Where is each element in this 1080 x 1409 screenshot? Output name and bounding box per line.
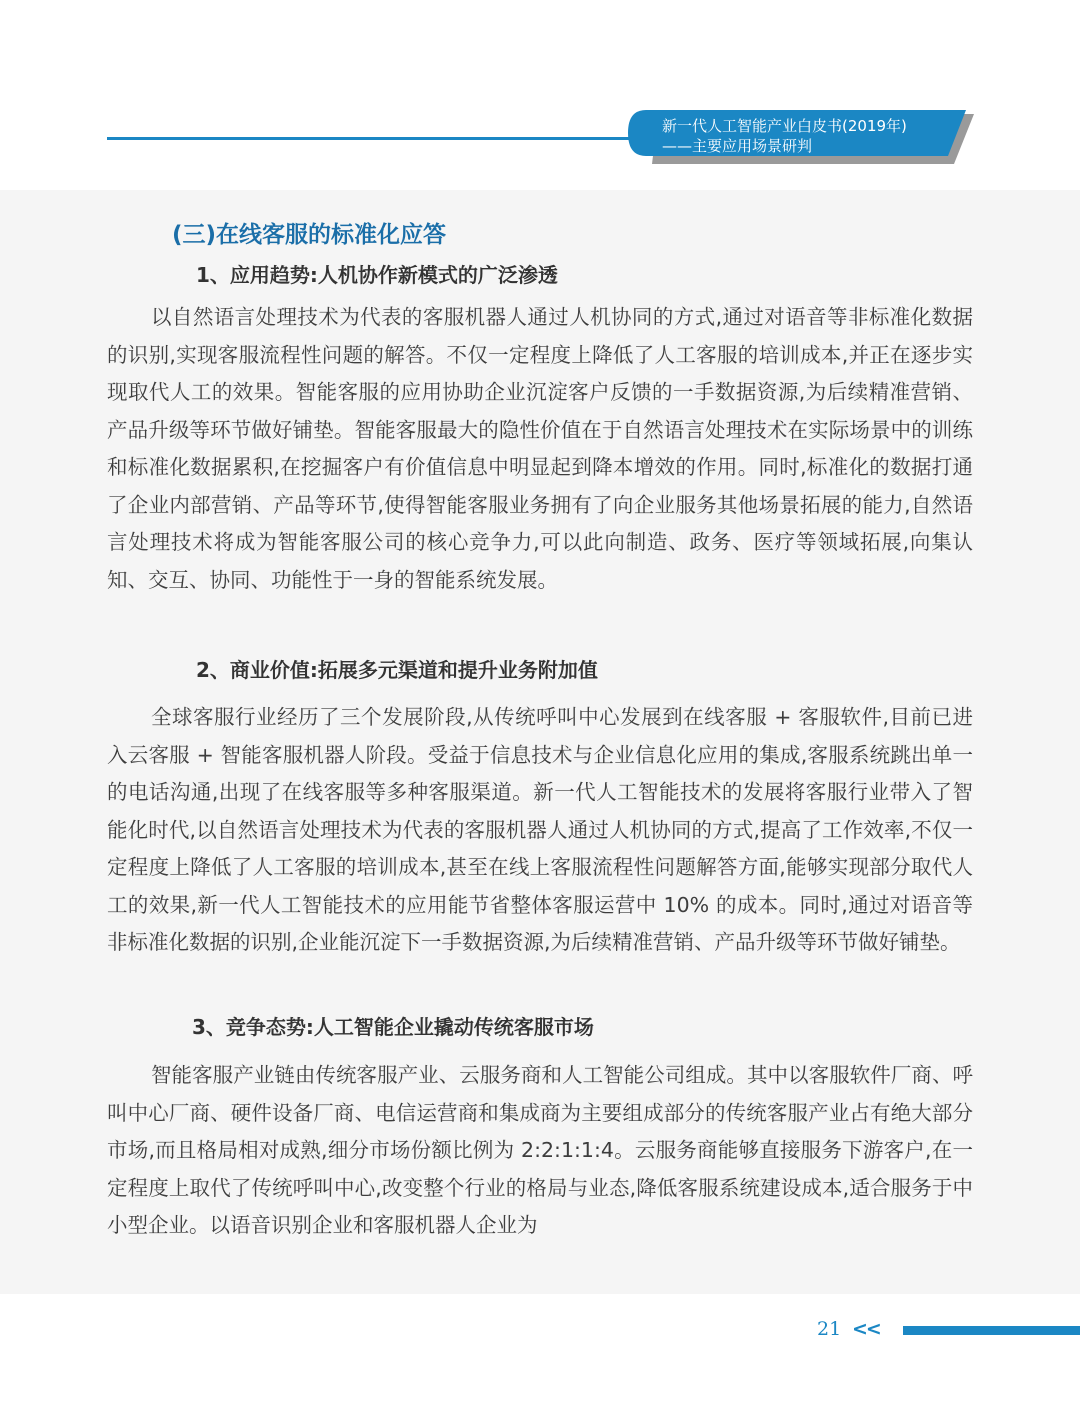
subsection-paragraph-3: 智能客服产业链由传统客服产业、云服务商和人工智能公司组成。其中以客服软件厂商、呼叫中心厂商、硬件设备厂商、电信运营商和集成商为主要组成部分的传统客服产业占有绝大部分市场,而且格局相对成熟,细分市场份额比例为 2:2:1:1:4。云服务商能够直接服务下游客户,在一定程度上取代了传统呼叫中心,改变整个行业的格局与业态,降低客服系统建设成本,适合服务于中小型企业。以语音识别企业和客服机器人企业为 [107,1063,973,1237]
header-title-line1: 新一代人工智能产业白皮书(2019年) [662,117,907,135]
footer-accent-bar [903,1326,1080,1335]
page-number: 21 [817,1318,842,1340]
header-title [662,116,907,156]
page-header [0,0,1080,190]
subsection-heading-2: 2、商业价值:拓展多元渠道和提升业务附加值 [196,658,598,682]
page-footer [0,1294,1080,1409]
subsection-heading-3: 3、竞争态势:人工智能企业撬动传统客服市场 [192,1015,594,1039]
subsection-paragraph-1: 以自然语言处理技术为代表的客服机器人通过人机协同的方式,通过对语音等非标准化数据的识别,实现客服流程性问题的解答。不仅一定程度上降低了人工客服的培训成本,并正在逐步实现取代人工的效果。智能客服的应用协助企业沉淀客户反馈的一手数据资源,为后续精准营销、产品升级等环节做好铺垫。智能客服最大的隐性价值在于自然语言处理技术在实际场景中的训练和标准化数据累积,在挖掘客户有价值信息中明显起到降本增效的作用。同时,标准化的数据打通了企业内部营销、产品等环节,使得智能客服业务拥有了向企业服务其他场景拓展的能力,自然语言处理技术将成为智能客服公司的核心竞争力,可以此向制造、政务、医疗等领域拓展,向集认知、交互、协同、功能性于一身的智能系统发展。 [107,305,973,592]
double-chevron-left-icon: << [852,1318,880,1340]
subsection-heading-1: 1、应用趋势:人机协作新模式的广泛渗透 [196,263,558,287]
subsection-paragraph-2: 全球客服行业经历了三个发展阶段,从传统呼叫中心发展到在线客服 + 客服软件,目前已进入云客服 + 智能客服机器人阶段。受益于信息技术与企业信息化应用的集成,客服系统跳出单一的电话沟通,出现了在线客服等多种客服渠道。新一代人工智能技术的发展将客服行业带入了智能化时代,以自然语言处理技术为代表的客服机器人通过人机协同的方式,提高了工作效率,不仅一定程度上降低了人工客服的培训成本,甚至在线上客服流程性问题解答方面,能够实现部分取代人工的效果,新一代人工智能技术的应用能节省整体客服运营中 10% 的成本。同时,通过对语音等非标准化数据的识别,企业能沉淀下一手数据资源,为后续精准营销、产品升级等环节做好铺垫。 [107,705,973,954]
header-rule [107,137,637,140]
header-title-line2: ——主要应用场景研判 [662,137,813,155]
section-title: (三)在线客服的标准化应答 [172,222,447,248]
